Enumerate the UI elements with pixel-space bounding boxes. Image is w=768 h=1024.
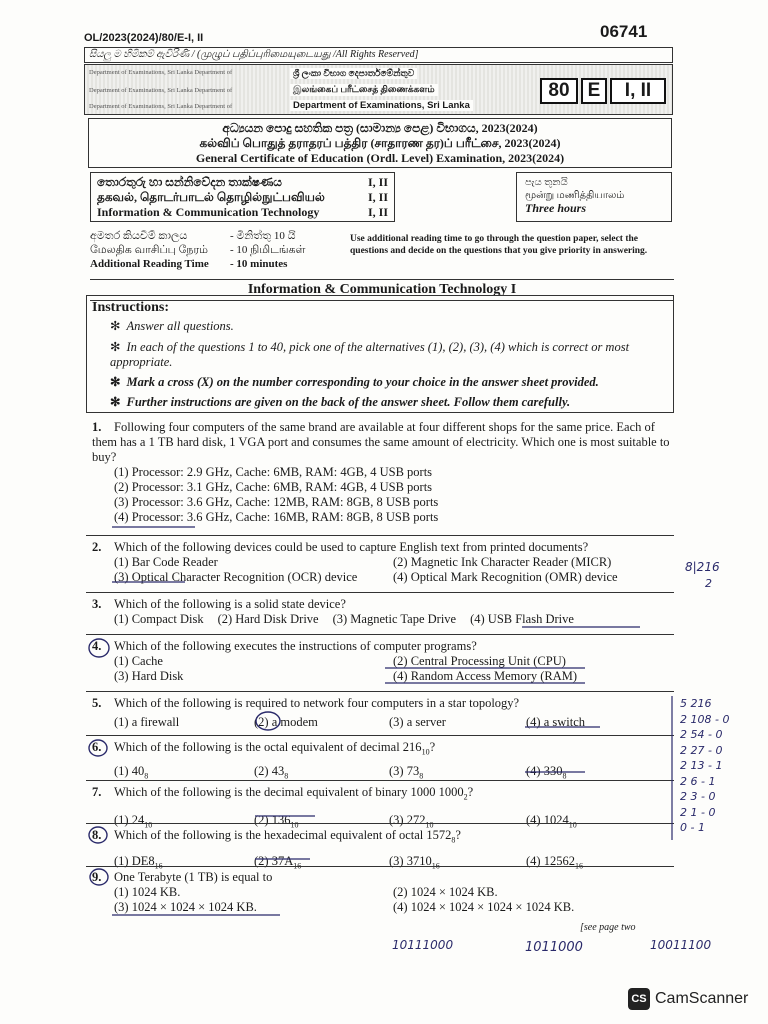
option: (3) 272: [389, 812, 426, 827]
reading-si-value: - මිනිත්තු 10 යි: [230, 230, 296, 242]
subject-si: තොරතුරු හා සන්නිවේදන තාක්ෂණය: [97, 175, 282, 189]
dept-side-text-left: Department of Examinations, Sri Lanka Department of: [89, 69, 233, 76]
rights-text: All Rights Reserved]: [335, 49, 419, 60]
base-subscript: 10: [421, 747, 430, 757]
option: (4) Random Access Memory (RAM): [393, 669, 577, 683]
reading-si-label: අමතර කියවීම් කාලය: [90, 230, 188, 242]
hand-line: 0 - 1: [680, 821, 705, 834]
camscanner-logo-icon: CS: [628, 988, 650, 1010]
question-number: 5.: [92, 696, 102, 710]
option: (1) Compact Disk: [114, 612, 204, 626]
see-page-note: [see page two: [580, 922, 636, 933]
option: (3) 3710: [389, 853, 432, 868]
duration-si: පැය තුනයි: [525, 177, 568, 188]
hand-line: 5 216: [680, 697, 712, 710]
option: (1) DE8: [114, 853, 155, 868]
option: (3) Optical Character Recognition (OCR) device: [114, 570, 358, 584]
option: (4) USB Flash Drive: [470, 612, 574, 626]
question-text: Which of the following is the hexadecimal equivalent of octal 1572: [114, 828, 452, 842]
option: (1) a firewall: [114, 715, 180, 729]
paper-code: OL/2023(2024)/80/E-I, II: [84, 32, 204, 44]
reading-en-value: - 10 minutes: [230, 258, 288, 270]
base-subscript: 2: [463, 792, 468, 802]
option: (1) Bar Code Reader: [114, 555, 218, 569]
question-number: 8.: [92, 828, 102, 842]
hand-line: 2 13 - 1: [680, 759, 723, 772]
option: (3) 1024 × 1024 × 1024 KB.: [114, 900, 257, 914]
option: (4) Optical Mark Recognition (OMR) device: [393, 570, 618, 584]
question-text: One Terabyte (1 TB) is equal to: [114, 870, 273, 884]
reading-en-label: Additional Reading Time: [90, 258, 209, 270]
question-text: Which of the following is required to network four computers in a star topology?: [114, 696, 520, 710]
option-subscript: 10: [568, 820, 577, 829]
question-number: 4.: [92, 639, 102, 653]
dept-sinhala: ශ්‍රී ලංකා විභාග දෙපාර්තමේන්තුව: [290, 68, 417, 79]
subject-parts-si: I, II: [367, 175, 388, 189]
question-text: Which of the following devices could be used to capture English text from printed documents?: [114, 540, 589, 554]
reading-ta-label: மேலதிக வாசிப்பு நேரம்: [90, 244, 209, 256]
circle-mark-q8: [89, 827, 107, 843]
hand-line: 2 6 - 1: [680, 774, 716, 788]
option-subscript: 10: [290, 820, 299, 829]
option: (2) a modem: [254, 715, 318, 729]
reading-note: Use additional reading time to go through the question paper, select the questions and decide on the questions that you give priority in answering.: [350, 234, 648, 256]
option-subscript: 8: [144, 771, 149, 780]
exam-line-ta: கல்விப் பொதுத் தராதரப் பத்திர (சாதாரண தர)ப் பரீட்சை, 2023(2024): [199, 136, 561, 150]
hand-calc-top: 8|216: [685, 560, 720, 574]
option: (4) 330: [526, 763, 563, 778]
question-text: Following four computers of the same brand are available at four different shops for the same price. Each of them has a 1 TB hard disk, 1 VGA port and consumes the same amount of electricity. Which one is most suitable to buy?: [92, 420, 670, 464]
duration-en: Three hours: [525, 201, 587, 215]
question-end: ?: [467, 785, 474, 799]
option: (2) 136: [254, 812, 291, 827]
option: (1) 1024 KB.: [114, 885, 181, 899]
hand-calc-top-2: 2: [705, 577, 712, 590]
option: (2) Central Processing Unit (CPU): [393, 654, 566, 668]
instruction-4-text: Further instructions are given on the back of the answer sheet. Follow them carefully.: [126, 395, 571, 409]
question-end: ?: [455, 828, 461, 842]
hand-line: 2 27 - 0: [680, 743, 723, 757]
hand-line: 2 108 - 0: [680, 712, 730, 726]
hand-line: 2 3 - 0: [680, 790, 716, 803]
exam-line-si: අධ්‍යයන පොදු සහතික පත්‍ර (සාමාන්‍ය පෙළ) විභාගය, 2023(2024): [222, 121, 538, 135]
option-subscript: 8: [284, 771, 289, 780]
hand-bottom-2: 1011000: [525, 940, 583, 955]
option: (4) 12562: [526, 853, 575, 868]
camscanner-watermark: [628, 988, 748, 1010]
option: (3) 73: [389, 763, 420, 778]
paper-medium: E: [581, 78, 607, 104]
paper-number: 80: [540, 78, 578, 104]
exam-line-en: General Certificate of Education (Ordl. Level) Examination, 2023(2024): [195, 151, 565, 165]
option: (2) Processor: 3.1 GHz, Cache: 6MB, RAM: 4GB, 4 USB ports: [114, 480, 433, 494]
asterisk-icon: ✻: [110, 395, 121, 409]
option: (4) 1024 × 1024 × 1024 × 1024 KB.: [393, 900, 575, 914]
circle-mark-q4: [89, 639, 109, 657]
base-subscript: 8: [451, 835, 456, 845]
circle-mark-q6: [89, 740, 107, 756]
dept-english: Department of Examinations, Sri Lanka: [290, 100, 473, 111]
option: (1) 24: [114, 812, 145, 827]
question-number: 6.: [92, 740, 102, 754]
dept-side-text-left-2: Department of Examinations, Sri Lanka Department of: [89, 87, 233, 94]
dept-side-text-left-3: Department of Examinations, Sri Lanka Department of: [89, 103, 233, 110]
question-number: 9.: [92, 870, 102, 884]
option: (2) 43: [254, 763, 285, 778]
question-text: Which of the following is a solid state device?: [114, 597, 346, 611]
option: (1) 40: [114, 763, 145, 778]
option-subscript: 10: [425, 820, 434, 829]
question-text: Which of the following is the decimal equivalent of binary 1000 1000: [114, 785, 464, 799]
option: (4) a switch: [526, 715, 586, 729]
subject-ta: தகவல், தொடர்பாடல் தொழில்நுட்பவியல்: [97, 190, 325, 204]
option: (3) Magnetic Tape Drive: [332, 612, 457, 626]
option: (2) 1024 × 1024 KB.: [393, 885, 498, 899]
instruction-3-text: Mark a cross (X) on the number corresponding to your choice in the answer sheet provided.: [126, 375, 599, 389]
camscanner-label: CamScanner: [655, 990, 749, 1007]
paper-parts: I, II: [610, 78, 666, 104]
question-end: ?: [429, 740, 436, 754]
circle-mark-q5-option2: [256, 712, 280, 730]
hand-bottom-1: 10111000: [392, 938, 454, 952]
instruction-1-text: Answer all questions.: [126, 319, 234, 333]
subject-parts-ta: I, II: [367, 190, 388, 204]
question-text: Which of the following is the octal equivalent of decimal 216: [114, 740, 422, 754]
asterisk-icon: ✻: [110, 375, 121, 389]
instruction-2-text: In each of the questions 1 to 40, pick one of the alternatives (1), (2), (3), (4) which is correct or most appropriate.: [110, 340, 630, 369]
option: (3) Processor: 3.6 GHz, Cache: 12MB, RAM: 8GB, 8 USB ports: [114, 495, 439, 509]
rights-prefix: සියලු ම හිමිකම් ඇවිරිණි / (முழுப் பதிப்புரிமையுடையது /: [89, 49, 336, 60]
circle-mark-q9: [90, 869, 108, 885]
asterisk-icon: ✻: [110, 340, 121, 354]
reading-ta-value: - 10 நிமிடங்கள்: [230, 244, 306, 256]
asterisk-icon: ✻: [110, 319, 121, 333]
option: (2) 37A: [254, 853, 294, 868]
option-subscript: 8: [419, 771, 424, 780]
option-subscript: 16: [154, 861, 163, 870]
option: (4) 1024: [526, 812, 569, 827]
option-subscript: 8: [562, 771, 567, 780]
instructions-heading: Instructions:: [92, 300, 170, 315]
option: (3) Hard Disk: [114, 669, 184, 683]
hand-bottom-3: 10011100: [650, 938, 712, 952]
option: (2) Magnetic Ink Character Reader (MICR): [393, 555, 612, 569]
option: (1) Cache: [114, 654, 163, 668]
hand-line: 2 54 - 0: [680, 728, 723, 741]
serial-number: 06741: [600, 22, 648, 41]
option: (1) Processor: 2.9 GHz, Cache: 6MB, RAM: 4GB, 4 USB ports: [114, 465, 433, 479]
question-text: Which of the following executes the instructions of computer programs?: [114, 639, 477, 653]
hand-line: 2 1 - 0: [680, 805, 716, 819]
duration-ta: மூன்று மணித்தியாலம்: [525, 190, 625, 201]
option: (2) Hard Disk Drive: [217, 612, 319, 626]
question-number: 2.: [92, 540, 102, 554]
subject-parts-en: I, II: [367, 205, 388, 219]
question-number: 3.: [92, 597, 102, 611]
question-number: 7.: [92, 785, 102, 799]
question-number: 1.: [92, 420, 102, 434]
option: (3) a server: [389, 715, 446, 729]
option: (4) Processor: 3.6 GHz, Cache: 16MB, RAM: 8GB, 8 USB ports: [114, 510, 439, 524]
option-subscript: 10: [144, 820, 153, 829]
option-subscript: 16: [431, 861, 440, 870]
option-subscript: 16: [574, 861, 583, 870]
subject-en: Information & Communication Technology: [97, 205, 320, 219]
option-subscript: 16: [293, 861, 302, 870]
dept-tamil: இலங்கைப் பரீட்சைத் திணைக்களம்: [290, 84, 438, 96]
section-title: Information & Communication Technology I: [90, 279, 674, 301]
